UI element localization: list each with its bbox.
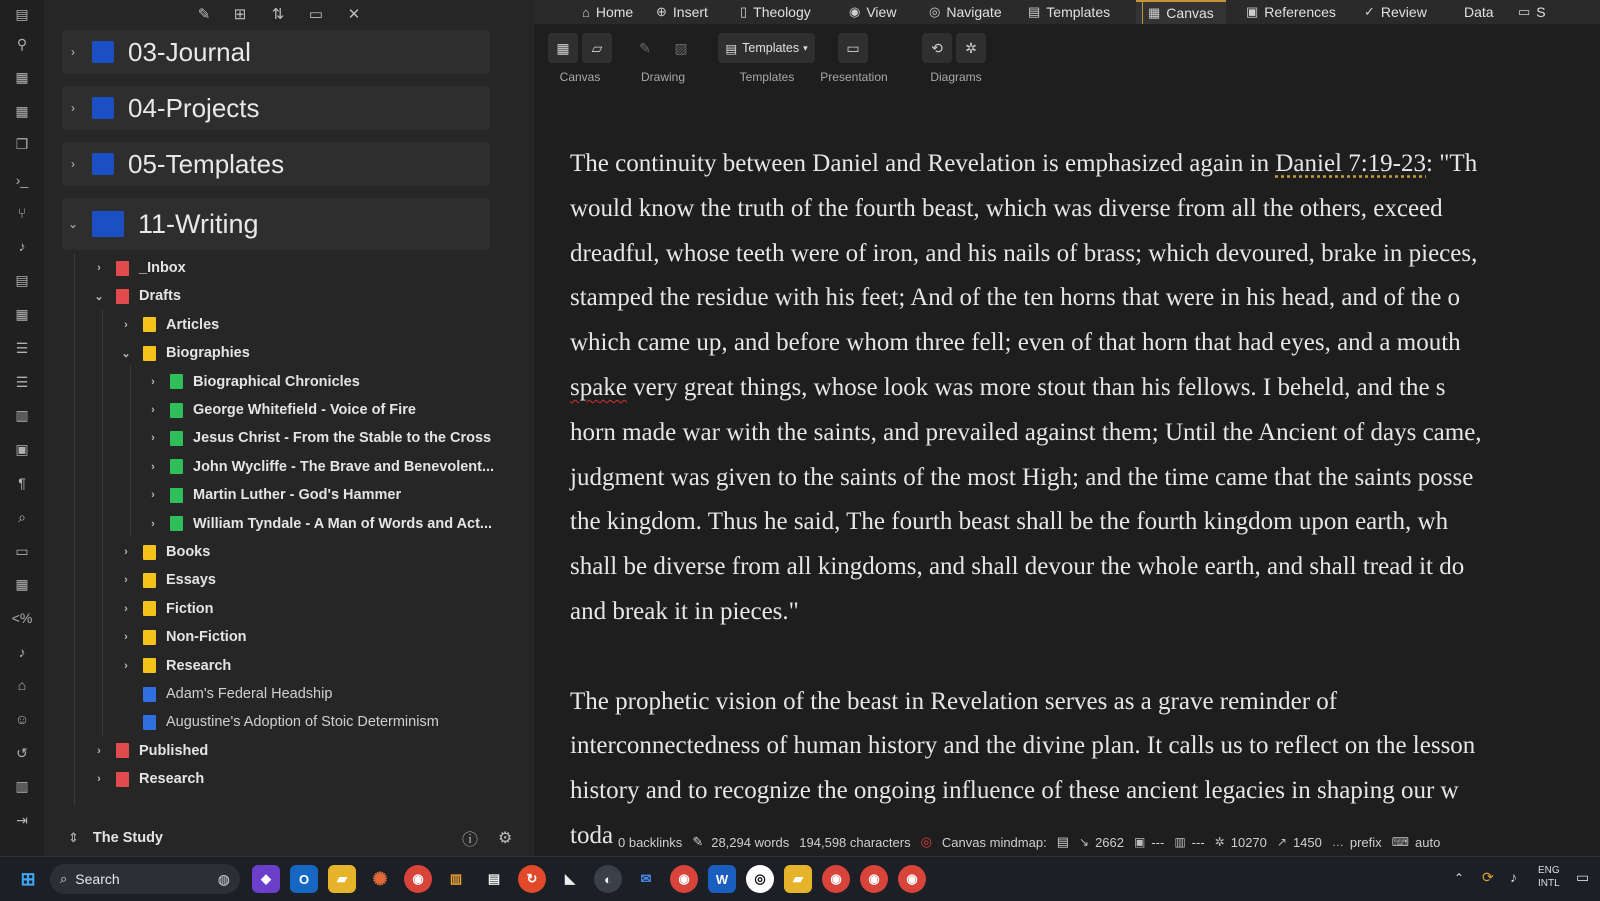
menu-navigate-icon: ◎ [929,4,941,19]
line-text: toda [570,821,614,849]
status-auto[interactable]: auto [1415,834,1441,850]
folder-app-icon[interactable]: ▰ [784,865,812,893]
mindmap-icon: ▤ [1056,834,1069,849]
menu-home-icon: ⌂ [582,4,590,20]
file-explorer [44,0,535,856]
tree-guide [74,254,75,806]
git-icon[interactable]: ⑂ [17,205,27,221]
tree-item-label: Drafts [139,288,181,305]
search-icon[interactable]: ⌕ [18,508,26,525]
text-line [570,232,1600,277]
folder-color-icon [92,41,114,63]
columns-icon: ▥ [1174,835,1186,849]
chevron-right-icon: › [124,659,128,672]
menu-tab-insert[interactable] [656,0,708,24]
backlinks-count[interactable]: 0 backlinks [618,834,683,850]
code-icon[interactable]: <% [11,610,33,626]
folder-03-journal[interactable] [62,30,490,74]
tree-folder[interactable] [119,312,219,338]
new-note-icon[interactable]: ✎ [197,6,211,23]
circle-app-icon[interactable]: ◎ [746,865,774,893]
vault-chevron-icon: ⇕ [68,830,79,845]
bullets-icon[interactable]: ☰ [15,373,29,390]
menu-tab-view[interactable] [849,0,896,24]
menu-tab-label: Home [595,4,634,20]
chevron-right-icon: › [151,375,155,388]
folder-05-templates[interactable] [62,142,490,186]
line-text: history and to recognize the ongoing influence of these ancient legacies in shaping our w [570,777,1459,805]
template-icon: ▤ [725,41,738,56]
templates-dropdown-button[interactable] [718,33,815,63]
folder-icon [143,601,156,616]
note-editor[interactable] [570,142,1600,859]
microphone-icon[interactable]: ♪ [1510,869,1517,885]
chevron-right-icon: › [151,460,155,473]
tree-folder[interactable] [146,511,492,537]
menu-tab-label: Review [1380,4,1427,20]
tree-item-label: Non-Fiction [166,629,247,646]
browser-app-icon[interactable]: ◐ [594,865,622,893]
status-value-1: 2662 [1095,834,1124,850]
chrome-app-icon-2[interactable]: ◉ [670,865,698,893]
tree-item-label: Jesus Christ - From the Stable to the Cross [193,430,492,447]
graph-icon[interactable]: ⚲ [16,35,28,52]
status-value-4: 10270 [1230,834,1267,850]
templates-button-label: Templates [742,41,800,55]
tree-item-label: Biographical Chronicles [193,373,360,390]
status-value-3: --- [1191,834,1205,850]
folder-icon [143,317,156,332]
menu-theology-icon: ▯ [740,4,748,19]
folder-icon [170,431,183,446]
people-icon[interactable]: ☺ [14,711,30,727]
chevron-right-icon: › [151,404,155,416]
open-folder-icon[interactable]: ▱ [582,33,612,63]
claude-app-icon[interactable]: ✺ [372,868,388,889]
group-label-presentation: Presentation [820,70,888,84]
ribbon-toolbar [534,24,1600,94]
line-text: The continuity between Daniel and Revelation is emphasized again in [570,150,1276,177]
folder-icon [116,743,129,758]
folder-icon [116,261,129,276]
taskbar-search[interactable] [50,864,240,894]
misspelled-word[interactable]: spake [570,373,627,401]
tree-item-label: Adam's Federal Headship [166,686,333,702]
chevron-up-icon[interactable]: ⌃ [1454,871,1465,885]
draw-pen-icon[interactable]: ✎ [639,39,651,56]
chrome-app-icon-3[interactable]: ◉ [822,865,850,893]
workspace-icon[interactable]: ▤ [15,5,29,22]
box-icon: ▣ [1133,835,1146,849]
chevron-right-icon: › [97,262,101,274]
menu-tab-label: View [866,4,897,20]
chevron-down-icon: ⌄ [94,290,104,303]
vault-switcher[interactable] [44,820,534,856]
folder-icon [116,772,129,787]
tree-item-label: _Inbox [139,260,186,276]
target-icon: ◎ [920,834,932,849]
chevron-right-icon: › [71,157,75,171]
menu-references-icon: ▣ [1246,4,1259,19]
microphone-icon[interactable]: ♪ [18,238,26,254]
tree-guide [102,310,103,736]
chevron-right-icon: › [97,744,101,757]
folder-label: 05-Templates [128,148,285,179]
grid-icon[interactable]: ▦ [15,68,29,85]
folder-icon [143,573,156,588]
region-code: INTL [1538,878,1560,889]
tree-folder[interactable] [146,397,416,423]
chevron-right-icon: › [151,489,155,502]
chevron-down-icon: ⌄ [67,217,79,231]
chevron-right-icon: › [124,546,128,558]
feather-icon: ↗ [1276,835,1287,849]
chevron-right-icon: › [124,318,128,331]
menu-tab-references[interactable] [1246,0,1336,24]
notification-icon[interactable]: ▭ [1576,869,1590,885]
left-ribbon [0,0,44,856]
canvas-mindmap-label[interactable]: Canvas mindmap: [941,834,1047,850]
group-label-drawing: Drawing [640,70,685,84]
tree-item-label: Biographies [166,345,250,362]
folder-label: 04-Projects [128,92,260,123]
terminal-icon[interactable]: ›_ [15,172,29,188]
word-count: 28,294 words [711,834,790,850]
line-text: dreadful, whose teeth were of iron, and his nails of brass; which devoured, brake in pieces, [570,239,1478,267]
menu-tab-label: S [1536,4,1546,20]
status-bar [618,828,1600,856]
chrome-app-icon[interactable]: ◉ [404,865,432,893]
folder-icon [170,488,183,503]
new-folder-icon[interactable]: ⊞ [233,6,247,23]
vault-name: The Study [92,830,163,846]
tree-guide [130,366,131,536]
comment-icon[interactable]: ▭ [15,542,29,559]
menu-tab-templates[interactable] [1028,0,1110,24]
folder-11-writing[interactable] [62,198,490,250]
dash-icon: … [1331,835,1344,849]
menu-tab-home[interactable] [582,0,633,24]
refresh-app-icon[interactable]: ↻ [518,865,546,893]
tree-folder[interactable] [146,454,494,480]
menu-insert-icon: ⊕ [656,4,667,19]
group-label-canvas: Canvas [559,70,601,84]
lang-code: ENG [1538,865,1560,876]
menu-view-icon: ◉ [849,4,861,19]
tree-folder[interactable] [92,283,181,309]
line-text: very great things, whose look was more stout than his fellows. I beheld, and the s [626,373,1446,401]
line-text: The prophetic vision of the beast in Revelation serves as a grave reminder of [570,687,1338,715]
scripture-link[interactable]: Daniel 7:19-23 [1275,150,1427,177]
tree-item-label: Articles [166,316,220,333]
text-line [570,142,1600,187]
chevron-down-icon: ▾ [803,42,808,53]
cursor-icon: ↘ [1079,835,1090,849]
chevron-right-icon: › [71,45,75,59]
sync-icon[interactable]: ⟳ [1482,869,1494,885]
line-text: interconnectedness of human history and the divine plan. It calls us to reflect on the lesson [570,732,1476,760]
line-text: horn made war with the saints, and prevailed against them; Until the Ancient of days came, [570,418,1482,446]
text-line [570,411,1600,456]
group-label-templates: Templates [739,70,795,84]
presentation-icon[interactable]: ▭ [838,33,868,63]
tree-item-label: Martin Luther - God's Hammer [193,487,402,504]
menu-separator [1142,0,1143,24]
text-line [570,321,1600,366]
menu-templates-icon: ▤ [1028,4,1041,19]
note-icon [143,715,156,730]
tree-folder[interactable] [119,624,247,650]
tree-folder[interactable] [146,425,491,451]
text-line [570,500,1600,545]
chevron-right-icon: › [151,432,155,445]
menu-tab-theology[interactable] [740,0,811,24]
tree-folder[interactable] [119,539,210,565]
obsidian-app-icon[interactable]: ◆ [252,865,280,893]
line-text: : "Th [1426,150,1478,177]
keyboard-icon: ⌨ [1391,835,1409,849]
chevron-down-icon: ⌄ [121,347,131,360]
edit-pencil-icon: ✎ [692,834,704,849]
chevron-right-icon: › [151,517,155,530]
diagram-icon[interactable]: ✲ [956,33,986,63]
menu-tab-label: References [1264,4,1336,20]
paragraph-icon[interactable]: ¶ [18,475,26,491]
chrome-app-icon-5[interactable]: ◉ [898,865,926,893]
text-line [570,769,1600,814]
tree-item-label: George Whitefield - Voice of Fire [193,402,416,418]
chevron-right-icon: › [124,574,128,587]
tree-folder[interactable] [146,369,360,395]
tree-folder[interactable] [119,567,216,593]
mic2-icon[interactable]: ♪ [18,644,26,660]
library-app-icon[interactable]: ▥ [449,871,463,886]
tree-item-label: John Wycliffe - The Brave and Benevolent... [193,458,495,475]
tree-note[interactable] [119,709,439,735]
status-prefix[interactable]: prefix [1349,834,1382,850]
line-text: which came up, and before whom three fell; even of that horn that had eyes, and a mouth [570,329,1461,357]
tree-folder[interactable] [92,766,204,792]
line-text: shall be diverse from all kingdoms, and shall devour the whole earth, and shall tread it do [570,553,1465,581]
folder-label: 11-Writing [138,208,259,239]
folder-icon [116,289,129,304]
folder-color-icon [92,153,114,175]
menu-tab-label: Theology [753,4,811,20]
text-line [570,187,1600,232]
folder-icon [143,658,156,673]
tree-folder[interactable] [119,653,231,679]
menu-tab-canvas[interactable] [1136,0,1226,24]
tree-item-label: Published [139,742,209,759]
settings-gear-icon[interactable]: ⚙ [498,830,513,847]
canvas-grid-icon[interactable]: ▦ [548,33,578,63]
status-value-2: --- [1151,834,1165,850]
folder-icon [170,374,183,389]
ribbon-menu-bar [534,0,1600,24]
word-app-icon[interactable]: W [708,865,736,893]
history-icon[interactable]: ↺ [16,744,28,761]
menu-tab-label: Data [1464,4,1494,20]
folder-label: 03-Journal [128,36,251,67]
menu-tab-s[interactable] [1518,0,1546,24]
text-line [570,724,1600,769]
collapse-icon[interactable]: ▭ [308,6,324,23]
share-icon[interactable]: ⟲ [922,33,952,63]
sort-icon[interactable]: ⇅ [271,6,285,23]
line-text: would know the truth of the fourth beast, which was diverse from all the others, exceed [570,194,1443,222]
menu-tab-label: Templates [1046,4,1111,20]
search-label: Search [75,871,120,887]
line-text: and break it in pieces." [570,597,799,625]
tree-folder[interactable] [146,482,401,508]
chevron-right-icon: › [97,773,101,786]
language-indicator[interactable] [1538,864,1560,890]
list-icon[interactable]: ▦ [15,305,29,322]
menu-tab-data[interactable] [1464,0,1494,24]
fox-app-icon[interactable]: ◣ [565,871,575,886]
menu-s-icon: ▭ [1518,4,1531,19]
folder-icon [170,459,183,474]
calendar-icon[interactable]: ▦ [15,102,29,119]
line-text: stamped the residue with his feet; And of the ten horns that were in his head, and of the o [570,284,1461,312]
tree-folder[interactable] [119,596,214,622]
text-line [570,545,1600,590]
chevron-right-icon: › [124,602,128,615]
tree-item-label: Augustine's Adoption of Stoic Determinism [166,714,439,731]
menu-tab-label: Canvas [1166,5,1214,21]
character-count: 194,598 characters [799,834,911,850]
copy-icon[interactable]: ❐ [15,135,29,152]
folder-icon [170,516,183,531]
windows-start-icon[interactable]: ⊞ [20,868,36,889]
menu-tab-label: Insert [672,4,708,20]
text-line [570,366,1600,411]
menu-tab-navigate[interactable] [929,0,1002,24]
tree-note[interactable] [119,681,332,707]
home-icon[interactable]: ⌂ [17,677,27,693]
status-value-5: 1450 [1292,834,1322,850]
tree-folder[interactable] [92,738,208,764]
spreadsheet-icon[interactable]: ▦ [15,575,29,592]
folder-color-icon [92,97,114,119]
menu-tab-review[interactable] [1364,0,1427,24]
tree-item-label: Essays [166,572,216,589]
note-icon [143,687,156,702]
folder-icon [143,346,156,361]
help-icon[interactable]: ⓘ [462,831,479,849]
folder-icon [143,545,156,560]
mail-app-icon[interactable]: ✉ [640,871,652,886]
menu-review-icon: ✓ [1364,4,1375,19]
search-icon: ⌕ [60,871,68,886]
group-label-diagrams: Diagrams [930,70,982,84]
folder-icon [170,403,183,418]
windows-taskbar [0,856,1600,901]
outline-icon[interactable]: ☰ [15,339,29,356]
close-icon[interactable]: ✕ [347,6,361,23]
nodes-icon: ✲ [1214,835,1225,849]
chevron-right-icon: › [124,631,128,644]
text-line [570,276,1600,321]
file-explorer-app-icon[interactable]: ▰ [328,865,356,893]
globe-icon: ◍ [217,870,230,887]
notes-app-icon[interactable]: ▤ [487,871,501,886]
tree-folder[interactable] [92,255,186,281]
line-text: the kingdom. Thus he said, The fourth beast shall be the fourth kingdom upon earth, wh [570,508,1449,536]
explorer-toolbar [44,0,534,28]
text-line [570,680,1600,725]
tree-item-label: Books [166,544,211,560]
folder-open-icon [92,211,124,237]
wrap-icon[interactable]: ⇥ [16,811,28,828]
menu-tab-label: Navigate [946,4,1002,20]
menu-canvas-icon: ▦ [1148,5,1161,20]
image-icon[interactable]: ▨ [674,39,688,56]
tree-folder[interactable] [119,340,250,366]
chevron-right-icon: › [71,101,75,115]
table-icon[interactable]: ▤ [15,271,29,288]
tree-item-label: Research [166,657,232,674]
folder-04-projects[interactable] [62,86,490,130]
folder-icon [143,630,156,645]
tree-item-label: Fiction [166,600,214,617]
dashboard-icon[interactable]: ▥ [15,777,29,794]
outlook-app-icon[interactable]: O [290,865,318,893]
text-line [570,590,1600,635]
tree-item-label: William Tyndale - A Man of Words and Act... [193,515,493,532]
line-text: judgment was given to the saints of the most High; and the time came that the saints posse [570,463,1474,491]
chrome-app-icon-4[interactable]: ◉ [860,865,888,893]
text-line [570,456,1600,501]
gallery-icon[interactable]: ▣ [15,440,29,457]
tree-item-label: Research [139,771,205,788]
presentation-icon[interactable]: ▥ [15,406,29,423]
